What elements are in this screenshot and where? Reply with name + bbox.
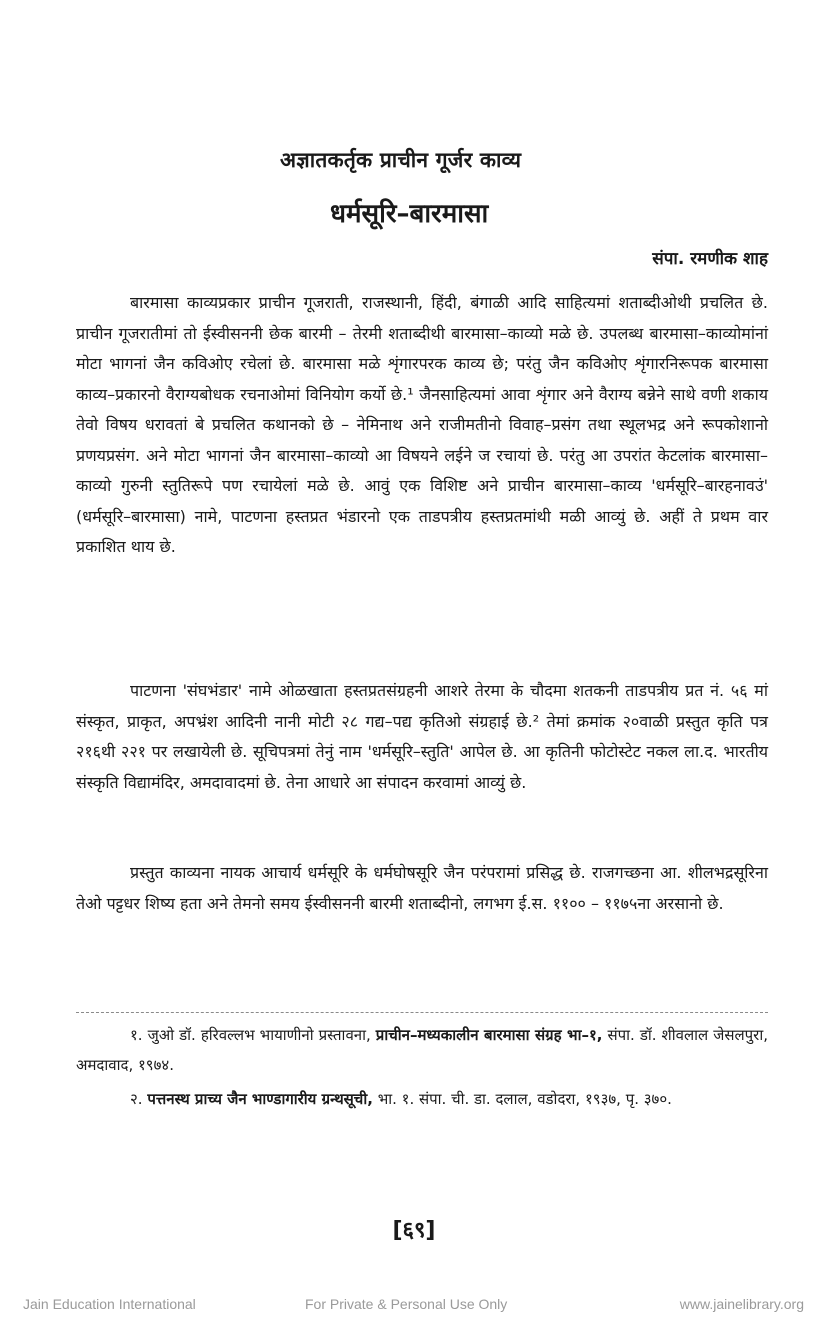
footnote-citation-title: पत्तनस्थ प्राच्य जैन भाण्डागारीय ग्रन्थसूची, (147, 1090, 373, 1108)
footnote-number: २. (130, 1090, 143, 1108)
body-paragraph-1-block (76, 288, 768, 563)
page-number: [६९] (392, 1218, 436, 1243)
page-subtitle: अज्ञातकर्तृक प्राचीन गूर्जर काव्य (280, 148, 522, 172)
footnote-1 (76, 1020, 768, 1080)
footer-publisher: Jain Education International (23, 1296, 196, 1312)
body-paragraph: प्रस्तुत काव्यना नायक आचार्य धर्मसूरि के धर्मघोषसूरि जैन परंपरामां प्रसिद्ध छे. राजगच्छना आ. शीलभद्रसूरिना तेओ पट्टधर शिष्य हता अने तेमनो समय ईस्वीसननी बारमी शताब्दीनो, लगभग ई.स. ११०० – ११७५ना अरसानो छे. (76, 863, 768, 913)
footer-usage-note: For Private & Personal Use Only (305, 1296, 508, 1312)
editor-credit: संपा. रमणीक शाह (652, 249, 768, 269)
footnote-text: जुओ डॉ. हरिवल्लभ भायाणीनो प्रस्तावना, (147, 1026, 376, 1044)
body-paragraph-2-block (76, 676, 768, 798)
body-paragraph: बारमासा काव्यप्रकार प्राचीन गूजराती, राजस्थानी, हिंदी, बंगाळी आदि साहित्यमां शताब्दीओथी प्रचलित छे. प्राचीन गूजरातीमां तो ईस्वीसननी छेक बारमी – तेरमी शताब्दीथी बारमासा–काव्यो मळे छे. उपलब्ध बारमासा–काव्योमांनां मोटा भागनां जैन कविओए रचेलां छे. बारमासा मळे शृंगारपरक काव्य छे; परंतु जैन कविओए शृंगारनिरूपक बारमासा काव्य–प्रकारनो वैराग्यबोधक रचनाओमां विनियोग कर्यो छे.¹ जैनसाहित्यमां आवा शृंगार अने वैराग्य बन्नेने साथे वणी शकाय तेवो विषय धरावतां बे प्रचलित कथानको छे – नेमिनाथ अने राजीमतीनो विवाह–प्रसंग तथा स्थूलभद्र अने रूपकोशानो प्रणयप्रसंग. अने मोटा भागनां जैन बारमासा–काव्यो आ विषयने लईने ज रचायां छे. परंतु आ उपरांत केटलांक बारमासा–काव्यो गुरुनी स्तुतिरूपे पण रचायेलां मळे छे. आवुं एक विशिष्ट अने प्राचीन बारमासा–काव्य 'धर्मसूरि–बारहनावउं' (धर्मसूरि–बारमासा) नामे, पाटणना हस्तप्रत भंडारनो एक ताडपत्रीय हस्तप्रतमांथी मळी आव्युं छे. अहीं ते प्रथम वार प्रकाशित थाय छे. (76, 293, 768, 556)
footer-website: www.jainelibrary.org (679, 1296, 804, 1312)
page-footer (0, 1296, 828, 1320)
footnote-citation-title: प्राचीन–मध्यकालीन बारमासा संग्रह भा–१, (375, 1026, 603, 1044)
footnotes (76, 1020, 768, 1118)
page-title: धर्मसूरि–बारमासा (330, 199, 489, 229)
footnote-2 (76, 1084, 768, 1114)
footnote-text: संपा. डॉ. शीवलाल जेसलपुरा, अमदावाद, १९७४. (76, 1026, 768, 1074)
footnote-text: भा. १. संपा. ची. डा. दलाल, वडोदरा, १९३७, पृ. ३७०. (372, 1090, 672, 1108)
footnote-divider (76, 1012, 768, 1013)
footnote-number: १. (130, 1026, 143, 1044)
body-paragraph: पाटणना 'संघभंडार' नामे ओळखाता हस्तप्रतसंग्रहनी आशरे तेरमा के चौदमा शतकनी ताडपत्रीय प्रत नं. ५६ मां संस्कृत, प्राकृत, अपभ्रंश आदिनी नानी मोटी २८ गद्य–पद्य कृतिओ संग्रहाई छे.² तेमां क्रमांक २०वाळी प्रस्तुत कृति पत्र २१६थी २२१ पर लखायेली छे. सूचिपत्रमां तेनुं नाम 'धर्मसूरि–स्तुति' आपेल छे. आ कृतिनी फोटोस्टेट नकल ला.द. भारतीय संस्कृति विद्यामंदिर, अमदावादमां छे. तेना आधारे आ संपादन करवामां आव्युं छे. (76, 681, 768, 792)
body-paragraph-3-block (76, 858, 768, 919)
